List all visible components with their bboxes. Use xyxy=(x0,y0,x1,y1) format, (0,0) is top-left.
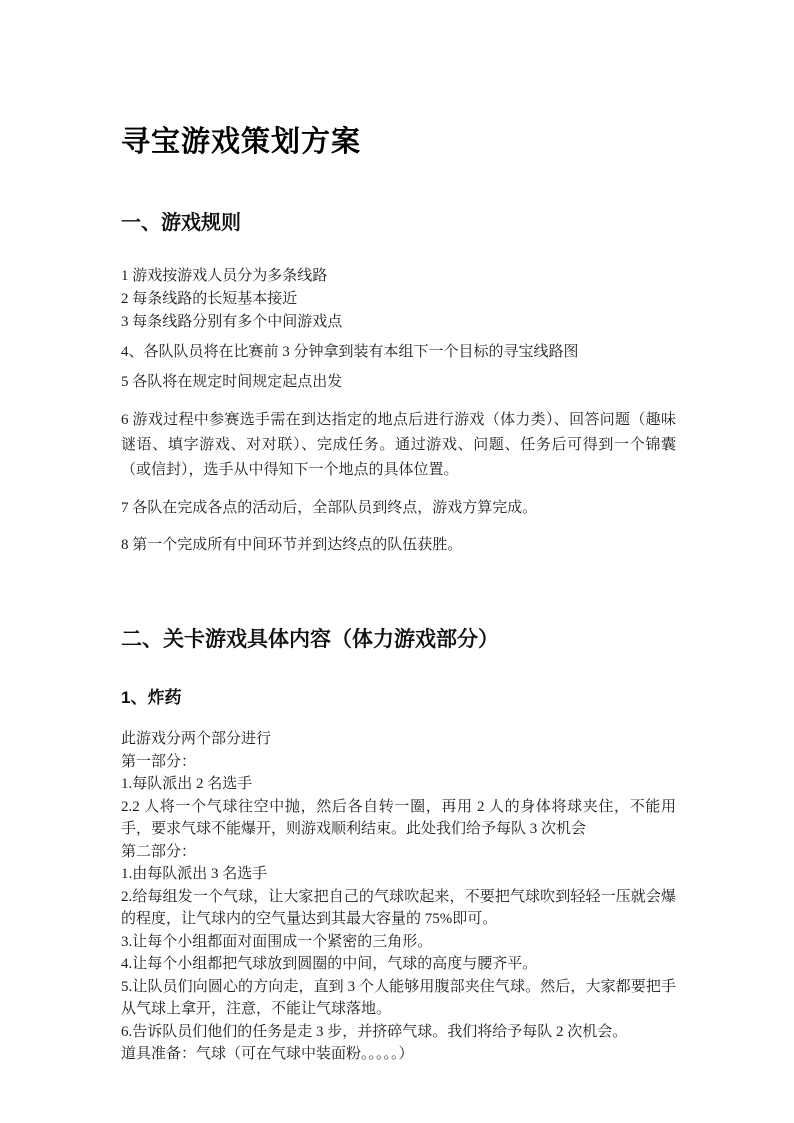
rule-item: 4、各队队员将在比赛前 3 分钟拿到装有本组下一个目标的寻宝线路图 xyxy=(121,344,579,361)
step-item: 5.让队员们向圆心的方向走，直到 3 个人能够用腹部夹住气球。然后，大家都要把手从气球上拿开，注意，不能让气球落地。 xyxy=(121,978,676,1018)
rule-item: 5 各队将在规定时间规定起点出发 xyxy=(121,374,343,391)
game-1-heading: 1、炸药 xyxy=(121,688,182,708)
section-1-rules xyxy=(121,265,676,557)
step-item: 6.告诉队员们他们的任务是走 3 步，并挤碎气球。我们将给予每队 2 次机会。 xyxy=(121,1023,628,1040)
rule-item: 1 游戏按游戏人员分为多条线路 xyxy=(121,268,328,285)
section-1-heading: 一、游戏规则 xyxy=(121,212,241,235)
game-1-body xyxy=(121,728,676,1066)
rule-item: 3 每条线路分别有多个中间游戏点 xyxy=(121,314,343,331)
part-2-label: 第二部分： xyxy=(121,843,197,860)
step-item: 4.让每个小组都把气球放到圆圈的中间，气球的高度与腰齐平。 xyxy=(121,956,538,973)
step-item: 1.由每队派出 3 名选手 xyxy=(121,866,268,883)
step-item: 1.每队派出 2 名选手 xyxy=(121,776,253,793)
rule-item: 7 各队在完成各点的活动后，全部队员到终点，游戏方算完成。 xyxy=(121,500,538,517)
props-line: 道具准备：气球（可在气球中装面粉。。。。。） xyxy=(121,1046,414,1063)
rule-item: 6 游戏过程中参赛选手需在到达指定的地点后进行游戏（体力类）、回答问题（趣味谜语、填字游戏、对对联）、完成任务。通过游戏、问题、任务后可得到一个锦囊（或信封），选手从中得知下一个地点的具体位置。 xyxy=(121,412,676,479)
rule-item: 8 第一个完成所有中间环节并到达终点的队伍获胜。 xyxy=(121,537,463,554)
doc-title: 寻宝游戏策划方案 xyxy=(121,126,362,158)
part-1-label: 第一部分： xyxy=(121,753,197,770)
step-item: 3.让每个小组都面对面围成一个紧密的三角形。 xyxy=(121,933,433,950)
step-item: 2.给每组发一个气球，让大家把自己的气球吹起来，不要把气球吹到轻轻一压就会爆的程度，让气球内的空气量达到其最大容量的 75%即可。 xyxy=(121,888,676,928)
step-item: 2.2 人将一个气球往空中抛，然后各自转一圈，再用 2 人的身体将球夹住，不能用手，要求气球不能爆开，则游戏顺利结束。此处我们给予每队 3 次机会 xyxy=(121,798,676,838)
game-intro: 此游戏分两个部分进行 xyxy=(121,731,272,748)
rule-item: 2 每条线路的长短基本接近 xyxy=(121,291,298,308)
section-2-heading: 二、关卡游戏具体内容（体力游戏部分） xyxy=(121,628,499,652)
